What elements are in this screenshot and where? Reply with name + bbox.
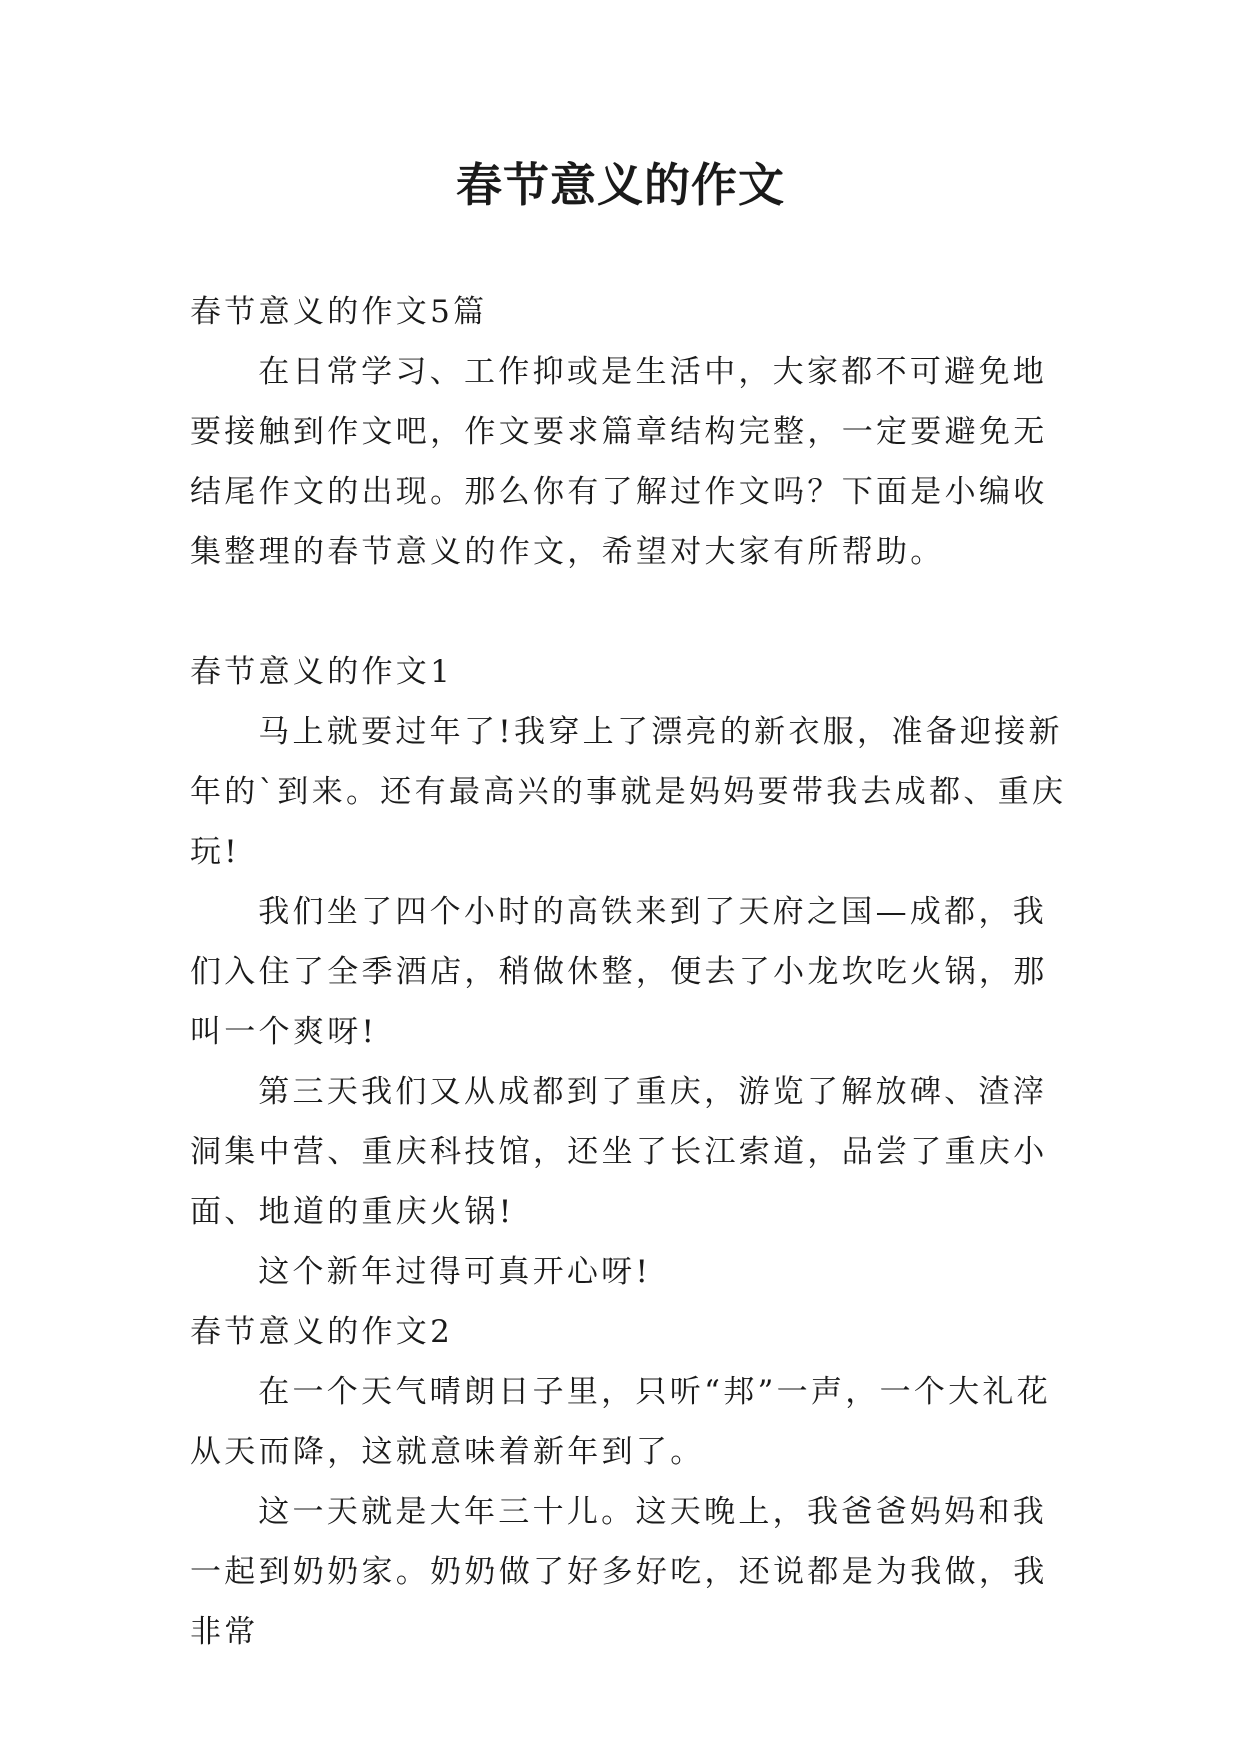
essay1-paragraph-2: 我们坐了四个小时的高铁来到了天府之国—成都，我们入住了全季酒店，稍做休整，便去了小龙坎吃火锅，那叫一个爽呀! (190, 894, 1048, 1050)
section-gap (190, 582, 1070, 642)
essay1-paragraph-3: 第三天我们又从成都到了重庆，游览了解放碑、渣滓洞集中营、重庆科技馆，还坐了长江索道，品尝了重庆小面、地道的重庆火锅! (190, 1074, 1048, 1230)
essay1-paragraph-1: 马上就要过年了!我穿上了漂亮的新衣服，准备迎接新年的`到来。还有最高兴的事就是妈妈要带我去成都、重庆玩! (190, 714, 1067, 870)
essay2-paragraph-2: 这一天就是大年三十儿。这天晚上，我爸爸妈妈和我一起到奶奶家。奶奶做了好多好吃，还说都是为我做，我非常 (190, 1494, 1048, 1650)
essay1-heading: 春节意义的作文1 (190, 654, 454, 690)
essay1-paragraph-4: 这个新年过得可真开心呀! (258, 1254, 652, 1290)
intro-heading: 春节意义的作文5篇 (190, 294, 488, 330)
document-body (190, 282, 1070, 1662)
essay2-paragraph-1: 在一个天气晴朗日子里，只听“邦”一声，一个大礼花从天而降，这就意味着新年到了。 (190, 1374, 1052, 1470)
document-title: 春节意义的作文 (456, 158, 785, 212)
intro-paragraph: 在日常学习、工作抑或是生活中，大家都不可避免地要接触到作文吧，作文要求篇章结构完整，一定要避免无结尾作文的出现。那么你有了解过作文吗？下面是小编收集整理的春节意义的作文，希望对大家有所帮助。 (190, 354, 1048, 570)
essay2-heading: 春节意义的作文2 (190, 1314, 454, 1350)
